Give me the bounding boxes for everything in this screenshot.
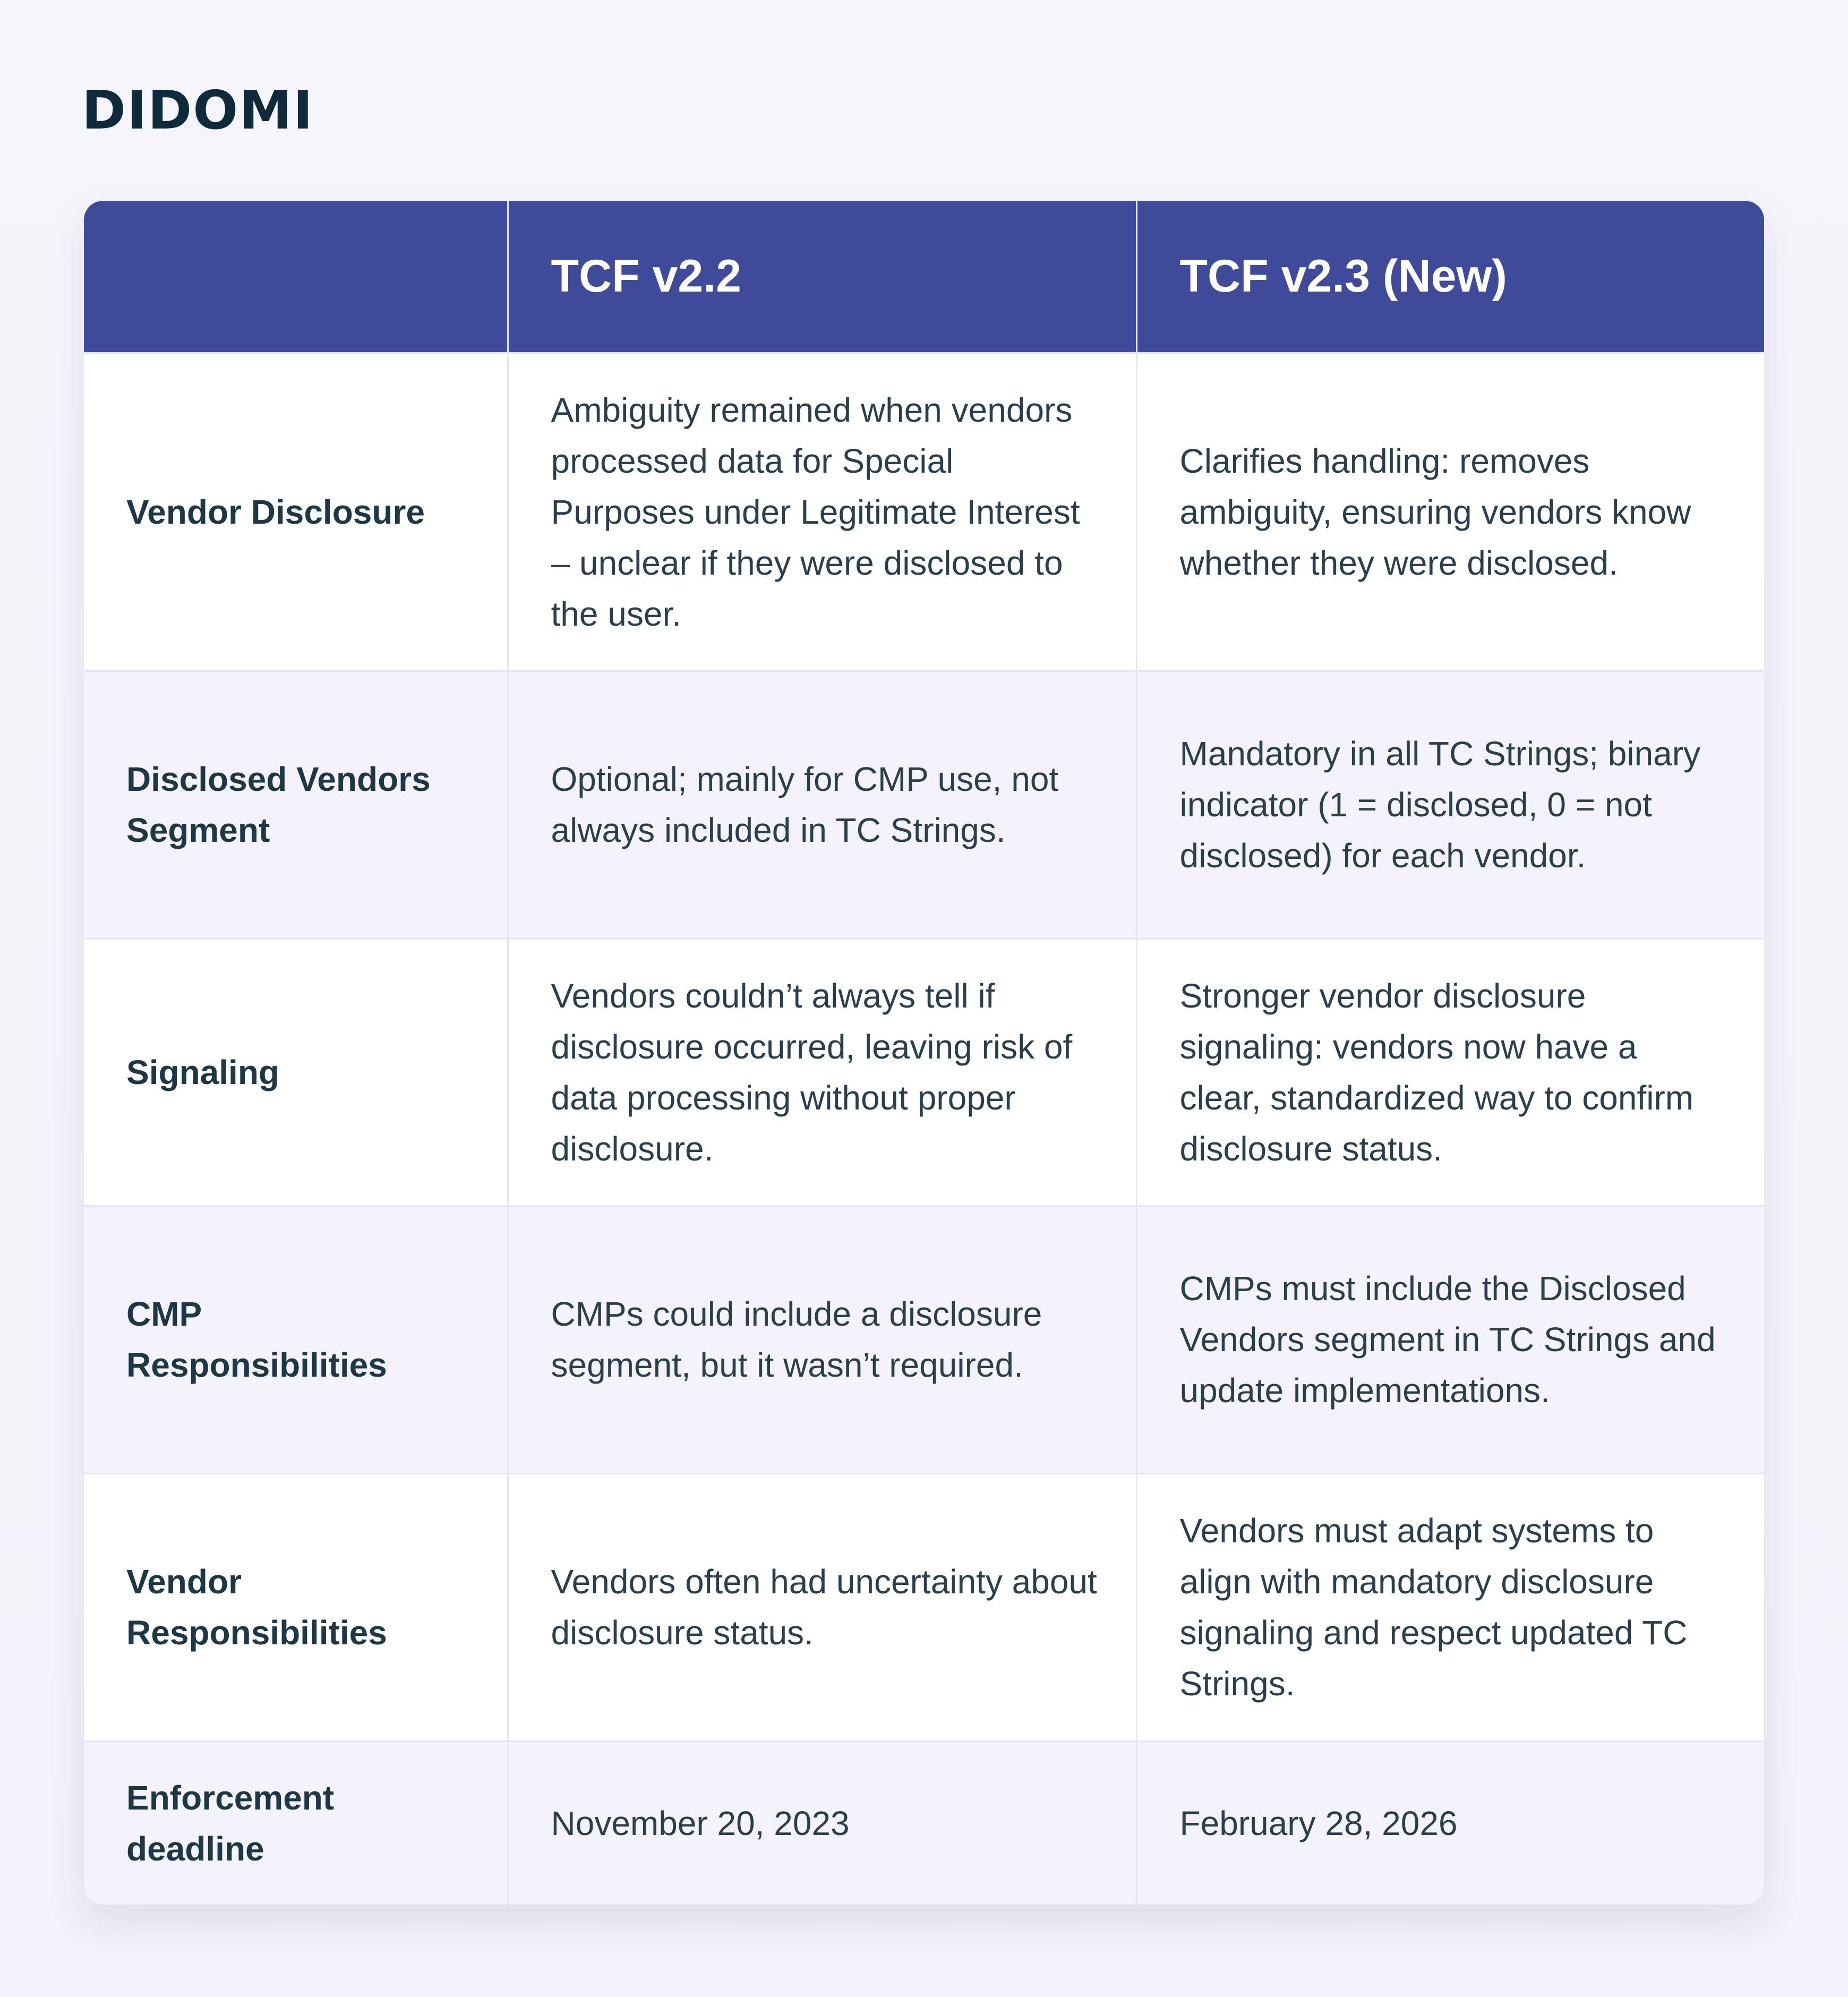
cell-v23: Clarifies handling: removes ambiguity, ensuring vendors know whether they were disclosed. [1136, 353, 1764, 671]
table-row [84, 938, 1764, 1206]
row-label: Disclosed Vendors Segment [84, 671, 508, 938]
header-empty [84, 201, 508, 353]
row-label: Vendor Disclosure [84, 353, 508, 671]
cell-v22: Optional; mainly for CMP use, not always included in TC Strings. [508, 671, 1136, 938]
comparison-table [84, 201, 1764, 1905]
row-label: CMP Responsibilities [84, 1206, 508, 1473]
cell-v23: Stronger vendor disclosure signaling: vendors now have a clear, standardized way to confirm disclosure status. [1136, 938, 1764, 1206]
row-label: Vendor Responsibilities [84, 1473, 508, 1741]
cell-v23: Mandatory in all TC Strings; binary indicator (1 = disclosed, 0 = not disclosed) for each vendor. [1136, 671, 1764, 938]
cell-v22: Vendors often had uncertainty about disclosure status. [508, 1473, 1136, 1741]
header-tcf-v23: TCF v2.3 (New) [1136, 201, 1764, 353]
cell-v22: Vendors couldn’t always tell if disclosure occurred, leaving risk of data processing without proper disclosure. [508, 938, 1136, 1206]
table-row [84, 1206, 1764, 1473]
table-row [84, 671, 1764, 938]
header-tcf-v22: TCF v2.2 [508, 201, 1136, 353]
cell-v22: November 20, 2023 [508, 1741, 1136, 1905]
cell-v23: CMPs must include the Disclosed Vendors segment in TC Strings and update implementations. [1136, 1206, 1764, 1473]
table-row [84, 353, 1764, 671]
table-header-row [84, 201, 1764, 353]
cell-v23: Vendors must adapt systems to align with mandatory disclosure signaling and respect updated TC Strings. [1136, 1473, 1764, 1741]
cell-v23: February 28, 2026 [1136, 1741, 1764, 1905]
table-row [84, 1473, 1764, 1741]
row-label: Signaling [84, 938, 508, 1206]
didomi-logo: DIDOMI [82, 79, 314, 141]
row-label: Enforcement deadline [84, 1741, 508, 1905]
cell-v22: CMPs could include a disclosure segment, but it wasn’t required. [508, 1206, 1136, 1473]
cell-v22: Ambiguity remained when vendors processed data for Special Purposes under Legitimate Interest – unclear if they were disclosed to the user. [508, 353, 1136, 671]
table-row [84, 1741, 1764, 1905]
